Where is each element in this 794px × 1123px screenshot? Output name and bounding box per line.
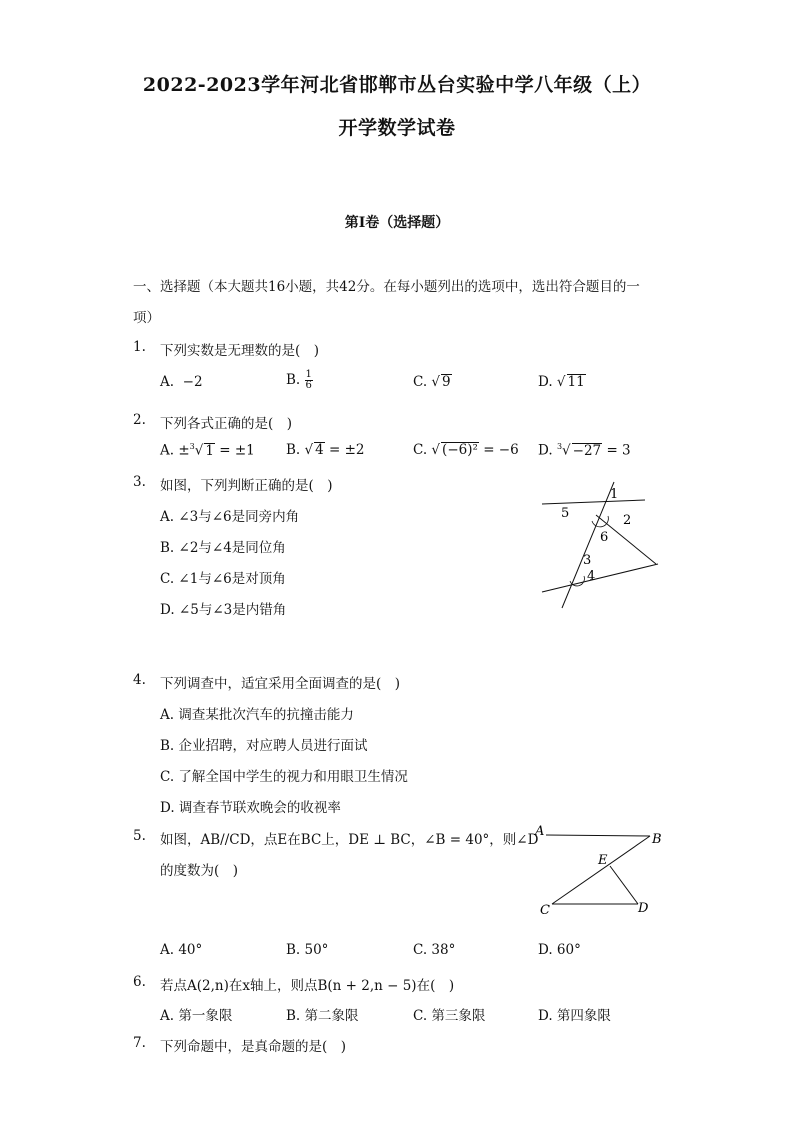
q3-angle-arc-bottom xyxy=(570,576,584,586)
q1-option-d: D. √ 11 xyxy=(538,374,585,390)
q5-line-ab xyxy=(546,835,650,836)
q3-label-3: 3 xyxy=(583,553,592,568)
q6-option-b: B. 第二象限 xyxy=(286,1008,359,1024)
q4-option-c: C. 了解全国中学生的视力和用眼卫生情况 xyxy=(160,769,408,785)
q1-option-c: C. √ 9 xyxy=(413,374,451,390)
q5-option-b: B. 50° xyxy=(286,942,329,958)
q1-stem: 下列实数是无理数的是( ) xyxy=(160,343,320,359)
q1-number: 1. xyxy=(133,339,146,355)
q1-option-a: A. −2 xyxy=(160,374,203,390)
exam-title-line1: 2022-2023学年河北省邯郸市丛台实验中学八年级（上） xyxy=(142,74,652,96)
part-intro-line1: 一、选择题（本大题共16小题，共42分。在每小题列出的选项中，选出符合题目的一 xyxy=(133,279,640,295)
q5-label-a: A xyxy=(535,824,545,839)
exam-title-line2: 开学数学试卷 xyxy=(338,117,456,139)
q2-option-d: D. $^3$√ −27 = 3 xyxy=(538,442,631,459)
q5-option-c: C. 38° xyxy=(413,942,456,958)
q5-label-b: B xyxy=(652,832,662,847)
q2-number: 2. xyxy=(133,412,146,428)
q6-option-c: C. 第三象限 xyxy=(413,1008,486,1024)
q5-line-bc xyxy=(552,836,650,904)
q4-number: 4. xyxy=(133,672,146,688)
q7-number: 7. xyxy=(133,1035,146,1051)
q4-option-b: B. 企业招聘，对应聘人员进行面试 xyxy=(160,738,368,754)
q3-number: 3. xyxy=(133,474,146,490)
q5-label-e: E xyxy=(598,853,608,868)
q3-angle-figure xyxy=(530,478,670,618)
q3-option-d: D. ∠5与∠3是内错角 xyxy=(160,602,287,618)
q2-stem: 下列各式正确的是( ) xyxy=(160,416,293,432)
q4-option-d: D. 调查春节联欢晚会的收视率 xyxy=(160,800,341,816)
q3-label-5: 5 xyxy=(561,506,570,521)
part-intro-line2: 项） xyxy=(133,310,160,326)
q2-option-c: C. √ (−6)² = −6 xyxy=(413,442,519,458)
q2-option-a: A. ±$^3$√ 1 = ±1 xyxy=(160,442,255,459)
q7-stem: 下列命题中，是真命题的是( ) xyxy=(160,1039,347,1055)
q6-stem: 若点A(2,n)在x轴上，则点B(n + 2,n − 5)在( ) xyxy=(160,978,455,994)
q4-option-a: A. 调查某批次汽车的抗撞击能力 xyxy=(160,707,354,723)
q3-label-1: 1 xyxy=(610,487,619,502)
q5-label-c: C xyxy=(540,903,550,918)
section-heading: 第I卷（选择题） xyxy=(344,215,450,231)
q2-option-b: B. √ 4 = ±2 xyxy=(286,442,365,458)
q3-stem: 如图，下列判断正确的是( ) xyxy=(160,478,333,494)
q3-option-c: C. ∠1与∠6是对顶角 xyxy=(160,571,286,587)
q6-number: 6. xyxy=(133,974,146,990)
q3-label-4: 4 xyxy=(587,569,596,584)
q3-option-a: A. ∠3与∠6是同旁内角 xyxy=(160,509,300,525)
q5-stem-line2: 的度数为( ) xyxy=(160,863,239,879)
q3-line-bottom xyxy=(542,564,658,592)
q5-stem-line1: 如图，AB//CD，点E在BC上，DE ⊥ BC，∠B = 40°，则∠D xyxy=(160,832,539,848)
q5-option-d: D. 60° xyxy=(538,942,581,958)
q3-angle-arc-top xyxy=(592,516,608,527)
q3-label-2: 2 xyxy=(623,513,632,528)
q3-line-top xyxy=(542,500,645,504)
q5-label-d: D xyxy=(638,901,649,916)
q5-number: 5. xyxy=(133,828,146,844)
q4-stem: 下列调查中，适宜采用全面调查的是( ) xyxy=(160,676,401,692)
q6-option-a: A. 第一象限 xyxy=(160,1008,233,1024)
q3-option-b: B. ∠2与∠4是同位角 xyxy=(160,540,286,556)
q1-option-b: B. $\frac{1}{6}$ xyxy=(286,369,312,391)
q5-line-de xyxy=(610,866,638,904)
q3-label-6: 6 xyxy=(600,530,609,545)
q5-parallel-figure xyxy=(530,820,670,920)
q5-option-a: A. 40° xyxy=(160,942,203,958)
q3-transversal xyxy=(562,482,614,608)
q6-option-d: D. 第四象限 xyxy=(538,1008,611,1024)
